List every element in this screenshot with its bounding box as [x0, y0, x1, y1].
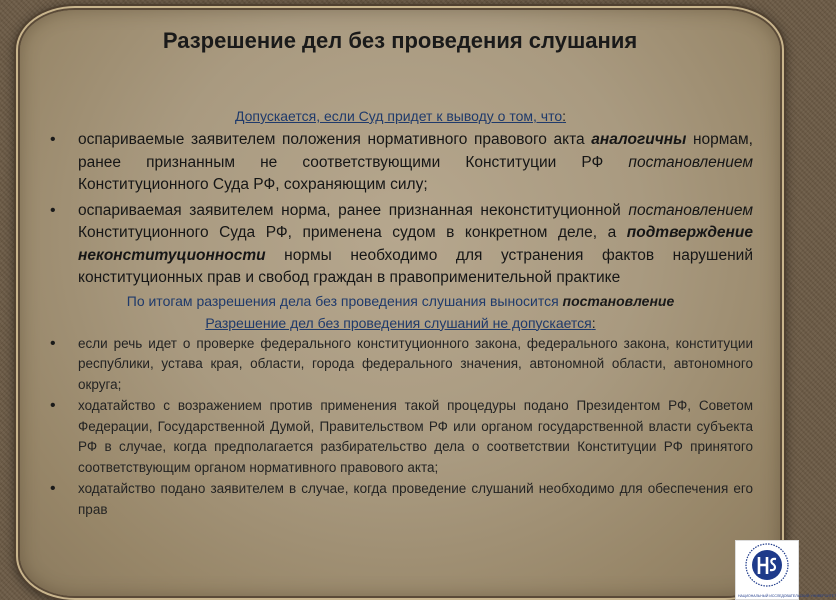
logo-caption: НАЦИОНАЛЬНЫЙ ИССЛЕДОВАТЕЛЬСКИЙ УНИВЕРСИТЕТ [738, 594, 836, 598]
bullet-icon: • [50, 201, 56, 219]
allowed-item-1-part2: нормам, ранее признанным не соответствующими Конституции РФ [78, 131, 753, 171]
allowed-item-2-part1: оспариваемая заявителем норма, ранее признанная неконституционной [78, 201, 629, 219]
allowed-item-1-emphasis2: постановлением [628, 153, 753, 171]
not-allowed-item-1 [48, 334, 753, 396]
allowed-item-1-part1: оспариваемые заявителем положения нормативного правового акта [78, 131, 592, 148]
allowed-item-2-part3: нормы необходимо для устранения фактов нарушений конституционных прав и свобод граждан в правоприменительной практике [78, 246, 753, 286]
hse-logo [735, 540, 836, 600]
bullet-icon: • [50, 480, 56, 497]
result-line [48, 292, 753, 311]
allowed-item-2-part2: Конституционного Суда РФ, применена судом в конкретном деле, а [78, 224, 627, 241]
not-allowed-item-3 [48, 479, 753, 520]
allowed-heading-text: Допускается, если Суд придет к выводу о том, что [234, 108, 563, 124]
allowed-heading-suffix: : [562, 108, 567, 124]
allowed-item-1 [48, 129, 753, 197]
allowed-item-2-emphasis1: постановлением [628, 201, 753, 219]
allowed-item-1-part3: Конституционного Суда РФ, сохраняющим силу; [78, 176, 428, 193]
result-line-text: По итогам разрешения дела без проведения слушания выносится [126, 292, 563, 309]
not-allowed-heading-suffix: : [591, 314, 596, 331]
allowed-item-1-emphasis1: аналогичны [591, 131, 687, 148]
bullet-icon: • [50, 131, 56, 148]
hse-university-logo-icon [736, 541, 798, 591]
allowed-item-2 [48, 200, 753, 290]
not-allowed-item-1-text: если речь идет о проверке федерального конституционного закона, федерального закона, конституции республики, устава края, области, города федерального значения, автономной области, автономного округа; [78, 335, 753, 392]
allowed-heading [48, 107, 753, 126]
allowed-item-2-emphasis2: подтверждение неконституционности [78, 224, 753, 264]
bullet-icon: • [50, 334, 56, 352]
slide-content [48, 107, 753, 520]
not-allowed-item-2 [48, 396, 753, 478]
not-allowed-heading [48, 314, 753, 333]
not-allowed-item-2-text: ходатайство с возражением против применения такой процедуры подано Президентом РФ, Советом Федерации, Государственной Думой, Правительством РФ или органом государственной власти субъекта РФ в случае, когда предполагается разбирательство дела о соответствии Конституции РФ принятого соответствующим органом нормативного правового акта; [78, 398, 753, 475]
not-allowed-item-3-text: ходатайство подано заявителем в случае, когда проведение слушаний необходимо для обеспечения его прав [78, 481, 753, 517]
not-allowed-heading-text: Разрешение дел без проведения слушаний не допускается [205, 314, 592, 331]
bullet-icon: • [50, 397, 56, 414]
result-line-bold: постановление [562, 292, 675, 309]
slide-title: Разрешение дел без проведения слушания [162, 28, 638, 53]
